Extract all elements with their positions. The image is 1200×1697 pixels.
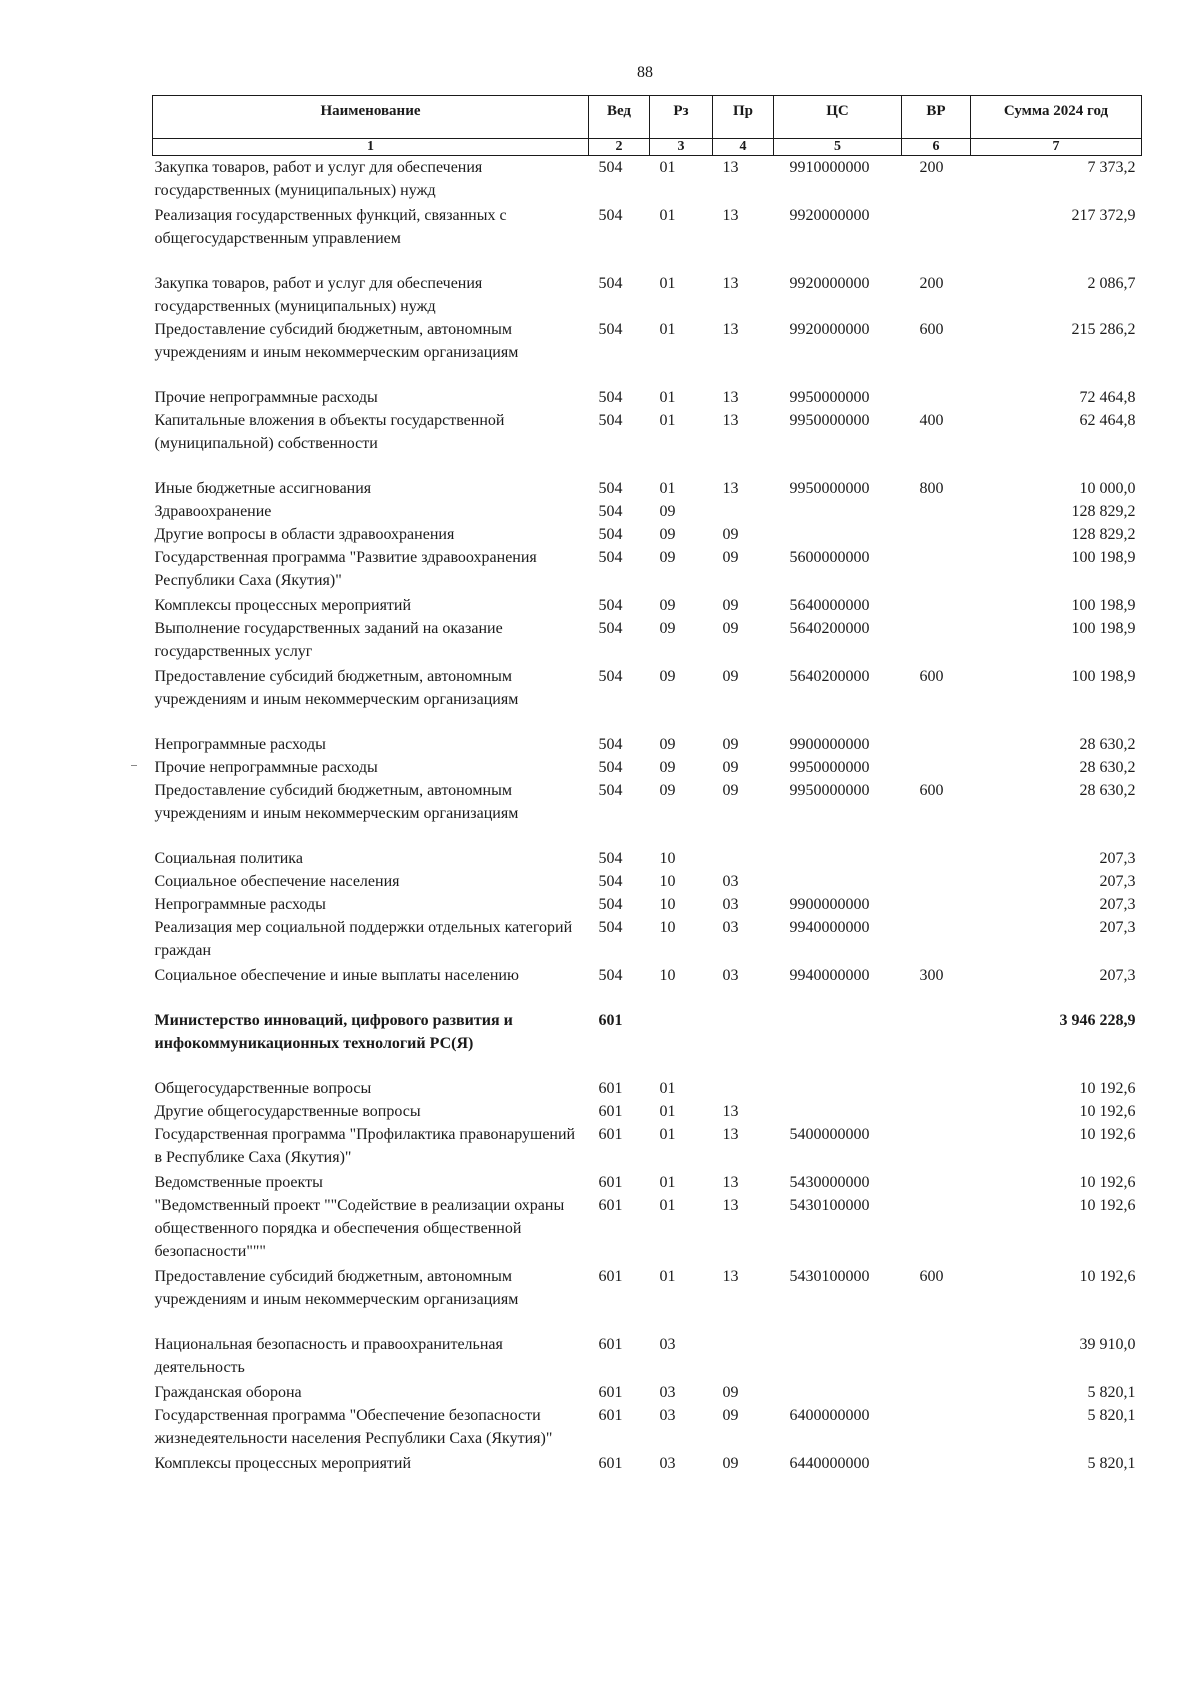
cell-ved: 504 <box>598 782 623 799</box>
cell-name: Закупка товаров, работ и услуг для обеспечения государственных (муниципальных) нужд <box>154 159 483 199</box>
cell-vr: 600 <box>919 668 944 685</box>
cell-rz: 01 <box>659 1174 676 1191</box>
cell-pr: 09 <box>722 597 739 614</box>
table-header-row <box>153 96 1142 139</box>
cell-rz: 01 <box>659 1268 676 1285</box>
cell-vr <box>902 1452 971 1475</box>
page-number: 88 <box>637 64 653 81</box>
cell-cs: 9950000000 <box>789 389 870 406</box>
cell-ved: 601 <box>598 1268 623 1285</box>
cell-sum: 10 000,0 <box>1079 480 1136 497</box>
cell-ved: 504 <box>598 549 623 566</box>
cell-ved: 504 <box>598 412 623 429</box>
cell-rz: 01 <box>659 1080 676 1097</box>
cell-name: Предоставление субсидий бюджетным, автономным учреждениям и иным некоммерческим организациям <box>154 1268 519 1308</box>
cell-vr: 300 <box>919 967 944 984</box>
table-row <box>153 594 1142 617</box>
cell-pr: 09 <box>722 736 739 753</box>
cell-name: Государственная программа "Развитие здравоохранения Республики Саха (Якутия)" <box>154 549 537 589</box>
cell-ved: 504 <box>598 526 623 543</box>
cell-cs: 9920000000 <box>789 275 870 292</box>
cell-sum: 5 820,1 <box>1087 1407 1136 1424</box>
cell-vr <box>902 893 971 916</box>
cell-vr <box>902 847 971 870</box>
budget-table <box>152 95 1142 1475</box>
cell-sum: 3 946 228,9 <box>1059 1012 1136 1029</box>
cell-ved: 601 <box>598 1407 623 1424</box>
cell-cs <box>774 500 902 523</box>
cell-cs <box>774 523 902 546</box>
cell-sum: 10 192,6 <box>1079 1126 1136 1143</box>
header-vr: ВР <box>902 96 971 139</box>
cell-name: Другие вопросы в области здравоохранения <box>154 526 455 543</box>
table-row <box>153 1381 1142 1404</box>
cell-rz: 09 <box>659 526 676 543</box>
cell-vr: 800 <box>919 480 944 497</box>
cell-pr: 09 <box>722 1384 739 1401</box>
cell-ved: 504 <box>598 597 623 614</box>
cell-name: Непрограммные расходы <box>154 736 326 753</box>
cell-name: Предоставление субсидий бюджетным, автономным учреждениям и иным некоммерческим организациям <box>154 782 519 822</box>
cell-vr <box>902 1077 971 1100</box>
cell-rz: 03 <box>659 1407 676 1424</box>
cell-name: Общегосударственные вопросы <box>154 1080 372 1097</box>
cell-pr: 13 <box>722 159 739 176</box>
table-row <box>153 847 1142 870</box>
cell-ved: 504 <box>598 850 623 867</box>
header-pr: Пр <box>713 96 774 139</box>
table-row <box>153 477 1142 500</box>
cell-sum: 7 373,2 <box>1087 159 1136 176</box>
cell-pr <box>713 847 774 870</box>
column-number: 6 <box>902 139 971 156</box>
cell-vr <box>902 500 971 523</box>
cell-name: Выполнение государственных заданий на оказание государственных услуг <box>154 620 503 660</box>
cell-pr: 13 <box>722 480 739 497</box>
cell-vr <box>902 546 971 594</box>
cell-vr <box>902 386 971 409</box>
cell-vr <box>902 1404 971 1452</box>
cell-rz: 09 <box>659 782 676 799</box>
cell-name: Закупка товаров, работ и услуг для обеспечения государственных (муниципальных) нужд <box>154 275 483 315</box>
cell-ved: 504 <box>598 873 623 890</box>
cell-ved: 601 <box>598 1126 623 1143</box>
cell-rz: 09 <box>659 668 676 685</box>
cell-cs: 5430000000 <box>789 1174 870 1191</box>
cell-cs: 9950000000 <box>789 759 870 776</box>
cell-name: Социальная политика <box>154 850 303 867</box>
column-number: 7 <box>971 139 1142 156</box>
cell-ved: 601 <box>598 1336 623 1353</box>
cell-vr <box>902 1333 971 1381</box>
table-row <box>153 1333 1142 1381</box>
cell-cs: 9920000000 <box>789 321 870 338</box>
cell-name: Прочие непрограммные расходы <box>154 389 378 406</box>
table-row <box>153 916 1142 964</box>
table-body <box>153 156 1142 1476</box>
cell-name: Капитальные вложения в объекты государственной (муниципальной) собственности <box>154 412 505 452</box>
table-row <box>153 1194 1142 1265</box>
cell-sum: 28 630,2 <box>1079 736 1136 753</box>
cell-sum: 100 198,9 <box>1071 620 1136 637</box>
table-row <box>153 779 1142 847</box>
cell-ved: 601 <box>598 1080 623 1097</box>
header-cs: ЦС <box>774 96 902 139</box>
cell-rz: 03 <box>659 1455 676 1472</box>
cell-cs <box>774 1009 902 1077</box>
cell-cs: 9910000000 <box>789 159 870 176</box>
cell-rz: 01 <box>659 321 676 338</box>
cell-rz: 09 <box>659 597 676 614</box>
cell-rz: 09 <box>659 549 676 566</box>
cell-sum: 10 192,6 <box>1079 1174 1136 1191</box>
table-row <box>153 1077 1142 1100</box>
cell-vr: 600 <box>919 1268 944 1285</box>
cell-rz: 10 <box>659 873 676 890</box>
cell-sum: 128 829,2 <box>1071 526 1136 543</box>
table-row <box>153 893 1142 916</box>
cell-name: Социальное обеспечение и иные выплаты населению <box>154 967 519 984</box>
cell-pr: 13 <box>722 275 739 292</box>
column-number: 2 <box>589 139 650 156</box>
table-row <box>153 665 1142 733</box>
cell-cs <box>774 1077 902 1100</box>
header-sum: Сумма 2024 год <box>971 96 1142 139</box>
cell-name: Прочие непрограммные расходы <box>154 759 378 776</box>
cell-rz: 01 <box>659 159 676 176</box>
cell-vr <box>902 916 971 964</box>
cell-cs: 5640000000 <box>789 597 870 614</box>
cell-vr <box>902 1171 971 1194</box>
cell-pr: 13 <box>722 1103 739 1120</box>
cell-ved: 601 <box>598 1174 623 1191</box>
cell-pr: 03 <box>722 967 739 984</box>
table-row <box>153 156 1142 205</box>
cell-name: Непрограммные расходы <box>154 896 326 913</box>
cell-cs: 5430100000 <box>789 1197 870 1214</box>
column-number: 1 <box>153 139 589 156</box>
cell-pr <box>713 1077 774 1100</box>
cell-pr: 03 <box>722 919 739 936</box>
cell-cs: 9940000000 <box>789 967 870 984</box>
cell-pr: 13 <box>722 321 739 338</box>
cell-rz: 09 <box>659 620 676 637</box>
cell-sum: 207,3 <box>1099 919 1136 936</box>
cell-cs <box>774 1100 902 1123</box>
cell-vr <box>902 1123 971 1171</box>
cell-cs: 6440000000 <box>789 1455 870 1472</box>
cell-ved: 601 <box>598 1012 623 1029</box>
cell-cs: 6400000000 <box>789 1407 870 1424</box>
cell-sum: 2 086,7 <box>1087 275 1136 292</box>
table-row <box>153 756 1142 779</box>
cell-ved: 504 <box>598 321 623 338</box>
cell-sum: 217 372,9 <box>1071 207 1136 224</box>
cell-rz: 09 <box>659 759 676 776</box>
cell-name: Государственная программа "Профилактика правонарушений в Республике Саха (Якутия)" <box>154 1126 576 1166</box>
cell-pr <box>713 1333 774 1381</box>
cell-name: Социальное обеспечение населения <box>154 873 400 890</box>
table-row <box>153 964 1142 1009</box>
cell-ved: 504 <box>598 207 623 224</box>
cell-cs: 9920000000 <box>789 207 870 224</box>
cell-name: Предоставление субсидий бюджетным, автономным учреждениям и иным некоммерческим организациям <box>154 668 519 708</box>
cell-vr <box>902 1009 971 1077</box>
cell-rz: 10 <box>659 850 676 867</box>
cell-rz: 01 <box>659 389 676 406</box>
cell-sum: 28 630,2 <box>1079 759 1136 776</box>
cell-rz: 10 <box>659 919 676 936</box>
cell-vr <box>902 617 971 665</box>
cell-name: Реализация мер социальной поддержки отдельных категорий граждан <box>154 919 573 959</box>
table-row <box>153 386 1142 409</box>
cell-name: Комплексы процессных мероприятий <box>154 597 412 614</box>
table-row <box>153 523 1142 546</box>
cell-cs: 5430100000 <box>789 1268 870 1285</box>
cell-cs <box>774 1381 902 1404</box>
cell-rz: 10 <box>659 896 676 913</box>
cell-name: Другие общегосударственные вопросы <box>154 1103 421 1120</box>
cell-cs: 9900000000 <box>789 896 870 913</box>
cell-rz: 01 <box>659 1126 676 1143</box>
cell-pr: 09 <box>722 1455 739 1472</box>
cell-cs: 5640200000 <box>789 620 870 637</box>
column-number: 5 <box>774 139 902 156</box>
cell-vr <box>902 1194 971 1265</box>
cell-ved: 504 <box>598 736 623 753</box>
cell-ved: 504 <box>598 620 623 637</box>
cell-ved: 504 <box>598 668 623 685</box>
cell-pr: 13 <box>722 1197 739 1214</box>
cell-cs: 9950000000 <box>789 480 870 497</box>
cell-cs <box>774 847 902 870</box>
cell-name: Реализация государственных функций, связанных с общегосударственным управлением <box>154 207 507 247</box>
cell-pr: 13 <box>722 1268 739 1285</box>
cell-sum: 100 198,9 <box>1071 668 1136 685</box>
cell-sum: 72 464,8 <box>1079 389 1136 406</box>
cell-sum: 207,3 <box>1099 896 1136 913</box>
table-row <box>153 1100 1142 1123</box>
cell-cs: 9900000000 <box>789 736 870 753</box>
cell-pr: 09 <box>722 782 739 799</box>
cell-rz: 09 <box>659 503 676 520</box>
cell-name: Национальная безопасность и правоохранительная деятельность <box>154 1336 503 1376</box>
cell-rz <box>650 1009 713 1077</box>
cell-vr <box>902 756 971 779</box>
cell-name: Государственная программа "Обеспечение безопасности жизнедеятельности населения Республики Саха (Якутия)" <box>154 1407 553 1447</box>
cell-ved: 504 <box>598 480 623 497</box>
cell-sum: 207,3 <box>1099 967 1136 984</box>
cell-sum: 39 910,0 <box>1079 1336 1136 1353</box>
cell-pr: 03 <box>722 896 739 913</box>
cell-pr: 09 <box>722 1407 739 1424</box>
cell-pr: 13 <box>722 207 739 224</box>
header-rz: Рз <box>650 96 713 139</box>
cell-rz: 01 <box>659 207 676 224</box>
cell-vr <box>902 204 971 272</box>
cell-pr: 13 <box>722 1126 739 1143</box>
cell-name: Здравоохранение <box>154 503 272 520</box>
cell-name: Иные бюджетные ассигнования <box>154 480 372 497</box>
cell-ved: 504 <box>598 919 623 936</box>
cell-sum: 207,3 <box>1099 850 1136 867</box>
cell-pr: 13 <box>722 389 739 406</box>
cell-pr: 13 <box>722 412 739 429</box>
column-number: 3 <box>650 139 713 156</box>
cell-ved: 601 <box>598 1103 623 1120</box>
cell-rz: 03 <box>659 1384 676 1401</box>
cell-rz: 10 <box>659 967 676 984</box>
cell-ved: 504 <box>598 759 623 776</box>
table-row <box>153 1404 1142 1452</box>
cell-cs: 5600000000 <box>789 549 870 566</box>
cell-rz: 01 <box>659 480 676 497</box>
cell-cs: 9950000000 <box>789 412 870 429</box>
cell-vr: 600 <box>919 782 944 799</box>
cell-name: Министерство инноваций, цифрового развития и инфокоммуникационных технологий РС(Я) <box>154 1012 513 1052</box>
table-row <box>153 870 1142 893</box>
cell-sum: 10 192,6 <box>1079 1103 1136 1120</box>
cell-rz: 09 <box>659 736 676 753</box>
cell-sum: 10 192,6 <box>1079 1197 1136 1214</box>
cell-vr <box>902 523 971 546</box>
table-row <box>153 1265 1142 1333</box>
cell-sum: 5 820,1 <box>1087 1455 1136 1472</box>
cell-sum: 100 198,9 <box>1071 597 1136 614</box>
cell-ved: 601 <box>598 1197 623 1214</box>
cell-sum: 10 192,6 <box>1079 1268 1136 1285</box>
cell-ved: 504 <box>598 275 623 292</box>
table-row <box>153 733 1142 756</box>
cell-rz: 03 <box>659 1336 676 1353</box>
cell-ved: 504 <box>598 159 623 176</box>
cell-pr: 03 <box>722 873 739 890</box>
cell-vr <box>902 870 971 893</box>
cell-cs: 5640200000 <box>789 668 870 685</box>
table-row <box>153 318 1142 386</box>
cell-sum: 5 820,1 <box>1087 1384 1136 1401</box>
cell-vr <box>902 733 971 756</box>
cell-sum: 100 198,9 <box>1071 549 1136 566</box>
cell-vr: 400 <box>919 412 944 429</box>
cell-vr <box>902 594 971 617</box>
table-row <box>153 1452 1142 1475</box>
cell-sum: 207,3 <box>1099 873 1136 890</box>
cell-cs <box>774 1333 902 1381</box>
scan-artifact <box>131 765 137 766</box>
cell-ved: 504 <box>598 503 623 520</box>
cell-pr <box>713 500 774 523</box>
cell-rz: 01 <box>659 412 676 429</box>
table-row <box>153 204 1142 272</box>
cell-pr: 09 <box>722 549 739 566</box>
cell-sum: 215 286,2 <box>1071 321 1136 338</box>
cell-pr: 09 <box>722 759 739 776</box>
cell-sum: 62 464,8 <box>1079 412 1136 429</box>
cell-ved: 601 <box>598 1384 623 1401</box>
table-row <box>153 1123 1142 1171</box>
cell-vr: 200 <box>919 159 944 176</box>
cell-name: Ведомственные проекты <box>154 1174 323 1191</box>
cell-sum: 128 829,2 <box>1071 503 1136 520</box>
table-row <box>153 1009 1142 1077</box>
cell-pr: 09 <box>722 620 739 637</box>
cell-name: "Ведомственный проект ""Содействие в реализации охраны общественного порядка и обеспечения общественной безопасности""" <box>154 1197 565 1260</box>
table-row <box>153 1171 1142 1194</box>
table-row <box>153 272 1142 318</box>
cell-vr <box>902 1100 971 1123</box>
cell-pr <box>713 1009 774 1077</box>
cell-cs: 9940000000 <box>789 919 870 936</box>
cell-name: Комплексы процессных мероприятий <box>154 1455 412 1472</box>
cell-sum: 10 192,6 <box>1079 1080 1136 1097</box>
cell-name: Предоставление субсидий бюджетным, автономным учреждениям и иным некоммерческим организациям <box>154 321 519 361</box>
cell-pr: 13 <box>722 1174 739 1191</box>
header-name: Наименование <box>153 96 589 139</box>
column-number-row <box>153 139 1142 156</box>
header-ved: Вед <box>589 96 650 139</box>
cell-rz: 01 <box>659 275 676 292</box>
cell-ved: 504 <box>598 967 623 984</box>
cell-cs <box>774 870 902 893</box>
cell-name: Гражданская оборона <box>154 1384 302 1401</box>
cell-sum: 28 630,2 <box>1079 782 1136 799</box>
cell-ved: 504 <box>598 896 623 913</box>
cell-vr: 600 <box>919 321 944 338</box>
cell-ved: 504 <box>598 389 623 406</box>
cell-vr: 200 <box>919 275 944 292</box>
cell-cs: 5400000000 <box>789 1126 870 1143</box>
cell-pr: 09 <box>722 526 739 543</box>
table-row <box>153 546 1142 594</box>
cell-pr: 09 <box>722 668 739 685</box>
table-row <box>153 617 1142 665</box>
table-row <box>153 500 1142 523</box>
cell-rz: 01 <box>659 1197 676 1214</box>
table-row <box>153 409 1142 477</box>
cell-ved: 601 <box>598 1455 623 1472</box>
cell-cs: 9950000000 <box>789 782 870 799</box>
cell-vr <box>902 1381 971 1404</box>
column-number: 4 <box>713 139 774 156</box>
cell-rz: 01 <box>659 1103 676 1120</box>
